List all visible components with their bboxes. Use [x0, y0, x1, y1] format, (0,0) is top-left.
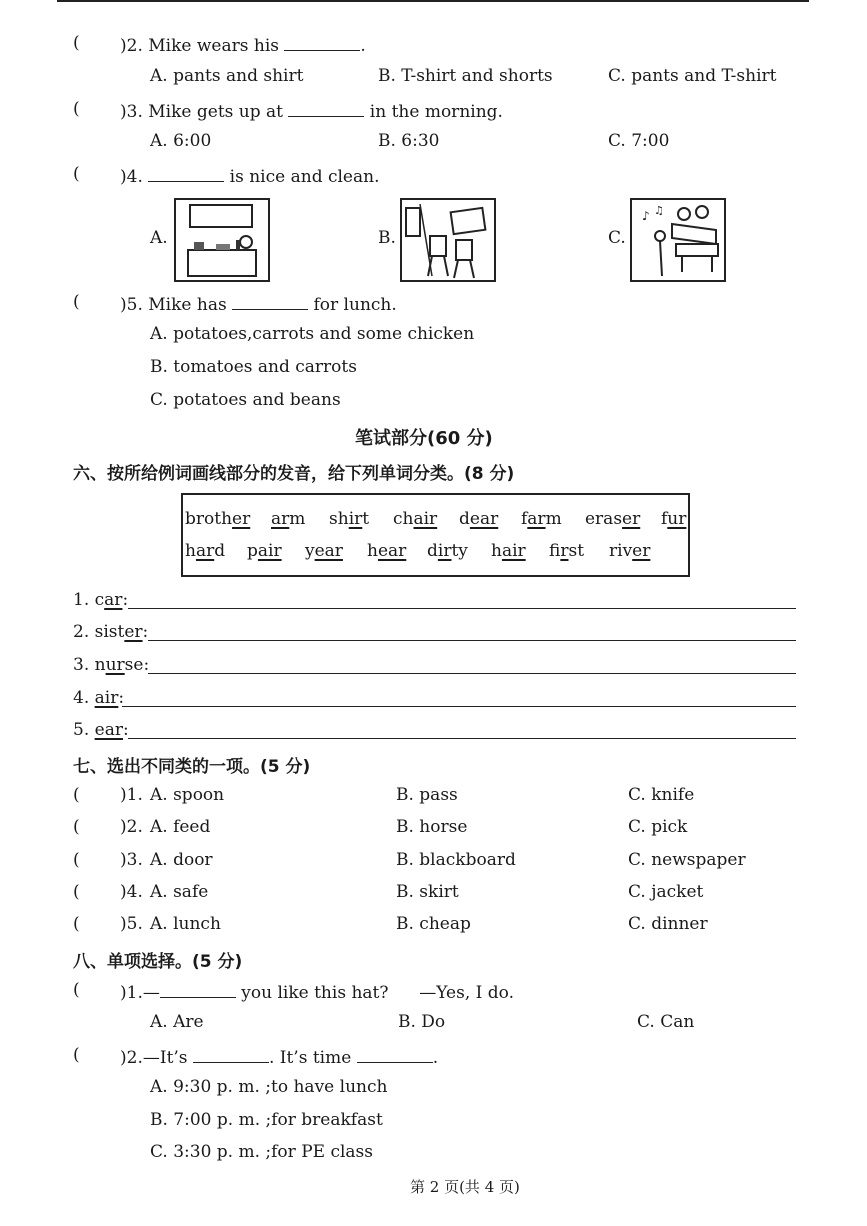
- example-word: [427, 541, 468, 561]
- example-word: [491, 541, 526, 561]
- dialogue-reply: —Yes, I do.: [419, 983, 514, 1003]
- option-b: B. horse: [396, 817, 468, 837]
- dialogue-dash: —: [142, 983, 160, 1003]
- word-part: eras: [585, 509, 623, 529]
- art-room-picture: [400, 198, 496, 282]
- section-6-heading: 六、按所给例词画线部分的发音，给下列单词分类。(8 分): [73, 464, 515, 484]
- choice-question-2: [120, 1045, 438, 1068]
- option-b: B. skirt: [396, 882, 459, 902]
- example-word: [271, 509, 305, 529]
- question-stem: Mike wears his: [148, 36, 279, 56]
- underlined-letters: ar: [527, 509, 546, 529]
- word-part: m: [289, 509, 306, 529]
- question-number: )2.: [120, 1048, 143, 1068]
- top-border: [57, 0, 809, 2]
- question-stem-mid: . It’s time: [268, 1048, 352, 1068]
- underlined-letters: er: [622, 509, 641, 529]
- question-stem-end: is nice and clean.: [229, 167, 380, 187]
- option-c: C. dinner: [628, 914, 708, 934]
- section-7-heading: 七、选出不同类的一项。(5 分): [73, 757, 311, 777]
- underlined-letters: ir: [560, 541, 569, 561]
- option-a: A. potatoes,carrots and some chicken: [150, 324, 475, 344]
- option-c: C. Can: [637, 1012, 695, 1032]
- underlined-letters: ear: [314, 541, 343, 561]
- phonics-answer-item: [73, 655, 149, 675]
- option-b: B. Do: [398, 1012, 446, 1032]
- word-part: h: [185, 541, 196, 561]
- answer-blank[interactable]: [232, 292, 308, 310]
- question-5: [120, 292, 397, 315]
- question-stem: —It’s: [142, 1048, 188, 1068]
- word-part: d: [459, 509, 470, 529]
- word-part: sist: [94, 622, 125, 642]
- question-number: )2.: [120, 36, 143, 56]
- answer-paren: (: [73, 850, 80, 870]
- example-word: [609, 541, 650, 561]
- word-part: t: [362, 509, 370, 529]
- example-word: [393, 509, 437, 529]
- word-part: y: [305, 541, 315, 561]
- underlined-letters: ur: [105, 655, 125, 675]
- answer-line[interactable]: [148, 640, 796, 641]
- svg-text:♫: ♫: [654, 204, 664, 217]
- question-number: )5.: [120, 295, 143, 315]
- option-a: A. door: [150, 850, 213, 870]
- answer-paren: (: [73, 1045, 80, 1065]
- phonics-answer-item: [73, 688, 124, 708]
- underlined-letters: ear: [469, 509, 499, 529]
- question-number: )2.: [120, 817, 143, 837]
- option-c: C. potatoes and beans: [150, 390, 341, 410]
- example-word: [521, 509, 562, 529]
- answer-paren: (: [73, 882, 80, 902]
- option-a: A. feed: [150, 817, 211, 837]
- word-part: n: [94, 655, 106, 675]
- option-a: A.: [150, 228, 168, 248]
- question-number: )1.: [120, 785, 143, 805]
- underlined-letters: ir: [437, 541, 452, 561]
- question-stem-end: .: [360, 36, 366, 56]
- option-a: A. 9:30 p. m. ;to have lunch: [150, 1077, 388, 1097]
- question-stem-end: in the morning.: [369, 102, 503, 122]
- option-b: B. 7:00 p. m. ;for breakfast: [150, 1110, 383, 1130]
- question-number: )3.: [120, 850, 143, 870]
- example-word: [459, 509, 498, 529]
- example-word-box: [181, 493, 690, 577]
- word-part: h: [491, 541, 502, 561]
- answer-blank[interactable]: [148, 164, 224, 182]
- word-part: f: [549, 541, 561, 561]
- option-a: A. 6:00: [150, 131, 212, 151]
- option-c: C. knife: [628, 785, 695, 805]
- underlined-letters: ar: [104, 590, 123, 610]
- phonics-answer-item: [73, 720, 129, 740]
- question-number: )5.: [120, 914, 143, 934]
- word-part: :: [122, 720, 129, 740]
- word-part: ty: [451, 541, 468, 561]
- underlined-letters: ur: [667, 509, 687, 529]
- item-number: 4.: [73, 688, 90, 708]
- answer-blank[interactable]: [357, 1045, 433, 1063]
- question-2: [120, 33, 366, 56]
- option-b: B. T-shirt and shorts: [378, 66, 553, 86]
- item-number: 3.: [73, 655, 90, 675]
- option-a: A. safe: [150, 882, 209, 902]
- underlined-letters: er: [124, 622, 143, 642]
- answer-paren: (: [73, 33, 80, 53]
- underlined-letters: ar: [195, 541, 215, 561]
- option-b: B. tomatoes and carrots: [150, 357, 357, 377]
- answer-paren: (: [73, 164, 80, 184]
- option-c: C. newspaper: [628, 850, 746, 870]
- question-stem: you like this hat?: [241, 983, 389, 1003]
- option-a: A. pants and shirt: [150, 66, 304, 86]
- underlined-letters: ear: [377, 541, 407, 561]
- word-part: m: [545, 509, 562, 529]
- underlined-letters: air: [94, 688, 119, 708]
- option-b: B. pass: [396, 785, 458, 805]
- underlined-letters: ear: [94, 720, 123, 740]
- answer-paren: (: [73, 980, 80, 1000]
- option-b: B. 6:30: [378, 131, 440, 151]
- underlined-letters: er: [632, 541, 651, 561]
- answer-line[interactable]: [122, 706, 796, 707]
- word-part: broth: [185, 509, 233, 529]
- word-part: se:: [124, 655, 150, 675]
- example-word: [585, 509, 640, 529]
- answer-paren: (: [73, 99, 80, 119]
- answer-blank[interactable]: [284, 33, 360, 51]
- answer-paren: (: [73, 817, 80, 837]
- section-8-heading: 八、单项选择。(5 分): [73, 952, 243, 972]
- choice-question-1: [120, 980, 514, 1003]
- option-c: C.: [608, 228, 626, 248]
- example-word: [367, 541, 406, 561]
- underlined-letters: air: [257, 541, 282, 561]
- answer-blank[interactable]: [288, 99, 364, 117]
- question-stem: Mike gets up at: [148, 102, 283, 122]
- word-part: st: [568, 541, 585, 561]
- item-number: 2.: [73, 622, 90, 642]
- question-number: )4.: [120, 167, 143, 187]
- item-number: 5.: [73, 720, 90, 740]
- word-part: :: [118, 688, 125, 708]
- option-a: A. lunch: [150, 914, 221, 934]
- answer-line[interactable]: [128, 608, 796, 609]
- word-part: d: [214, 541, 226, 561]
- word-part: d: [427, 541, 438, 561]
- option-b: B. cheap: [396, 914, 471, 934]
- example-word: [247, 541, 282, 561]
- word-part: h: [367, 541, 378, 561]
- word-part: riv: [609, 541, 633, 561]
- phonics-answer-item: [73, 622, 148, 642]
- word-part: ch: [393, 509, 414, 529]
- answer-paren: (: [73, 292, 80, 312]
- answer-paren: (: [73, 785, 80, 805]
- question-stem: Mike has: [148, 295, 227, 315]
- answer-line[interactable]: [128, 738, 796, 739]
- example-word: [549, 541, 584, 561]
- music-room-picture: [630, 198, 726, 282]
- word-part: :: [142, 622, 149, 642]
- word-part: c: [94, 590, 105, 610]
- classroom-picture: [174, 198, 270, 282]
- answer-paren: (: [73, 914, 80, 934]
- option-c: C. pants and T-shirt: [608, 66, 777, 86]
- phonics-answer-item: [73, 590, 128, 610]
- word-part: :: [122, 590, 129, 610]
- underlined-letters: er: [232, 509, 251, 529]
- example-word: [185, 541, 225, 561]
- question-stem-end: .: [432, 1048, 439, 1068]
- underlined-letters: air: [501, 541, 526, 561]
- question-stem-end: for lunch.: [313, 295, 397, 315]
- option-c: C. pick: [628, 817, 688, 837]
- example-word: [329, 509, 369, 529]
- question-number: )3.: [120, 102, 143, 122]
- item-number: 1.: [73, 590, 90, 610]
- word-part: f: [521, 509, 528, 529]
- option-c: C. 3:30 p. m. ;for PE class: [150, 1142, 373, 1162]
- question-4: [120, 164, 379, 187]
- option-a: A. spoon: [150, 785, 225, 805]
- example-word: [305, 541, 343, 561]
- question-3: [120, 99, 503, 122]
- example-word: [661, 509, 686, 529]
- underlined-letters: air: [413, 509, 438, 529]
- word-part: sh: [329, 509, 349, 529]
- answer-blank[interactable]: [193, 1045, 269, 1063]
- underlined-letters: ar: [271, 509, 290, 529]
- answer-blank[interactable]: [160, 980, 236, 998]
- question-number: )4.: [120, 882, 143, 902]
- page-number: 第 2 页(共 4 页): [410, 1178, 520, 1196]
- answer-line[interactable]: [148, 673, 796, 674]
- svg-text:♪: ♪: [642, 209, 650, 223]
- option-b: B. blackboard: [396, 850, 516, 870]
- option-c: C. 7:00: [608, 131, 670, 151]
- word-part: f: [661, 509, 668, 529]
- option-b: B.: [378, 228, 396, 248]
- example-word: [185, 509, 250, 529]
- written-section-title: 笔试部分(60 分): [355, 428, 493, 449]
- underlined-letters: ir: [348, 509, 363, 529]
- option-a: A. Are: [150, 1012, 204, 1032]
- word-part: p: [247, 541, 258, 561]
- question-number: )1.: [120, 983, 143, 1003]
- option-c: C. jacket: [628, 882, 704, 902]
